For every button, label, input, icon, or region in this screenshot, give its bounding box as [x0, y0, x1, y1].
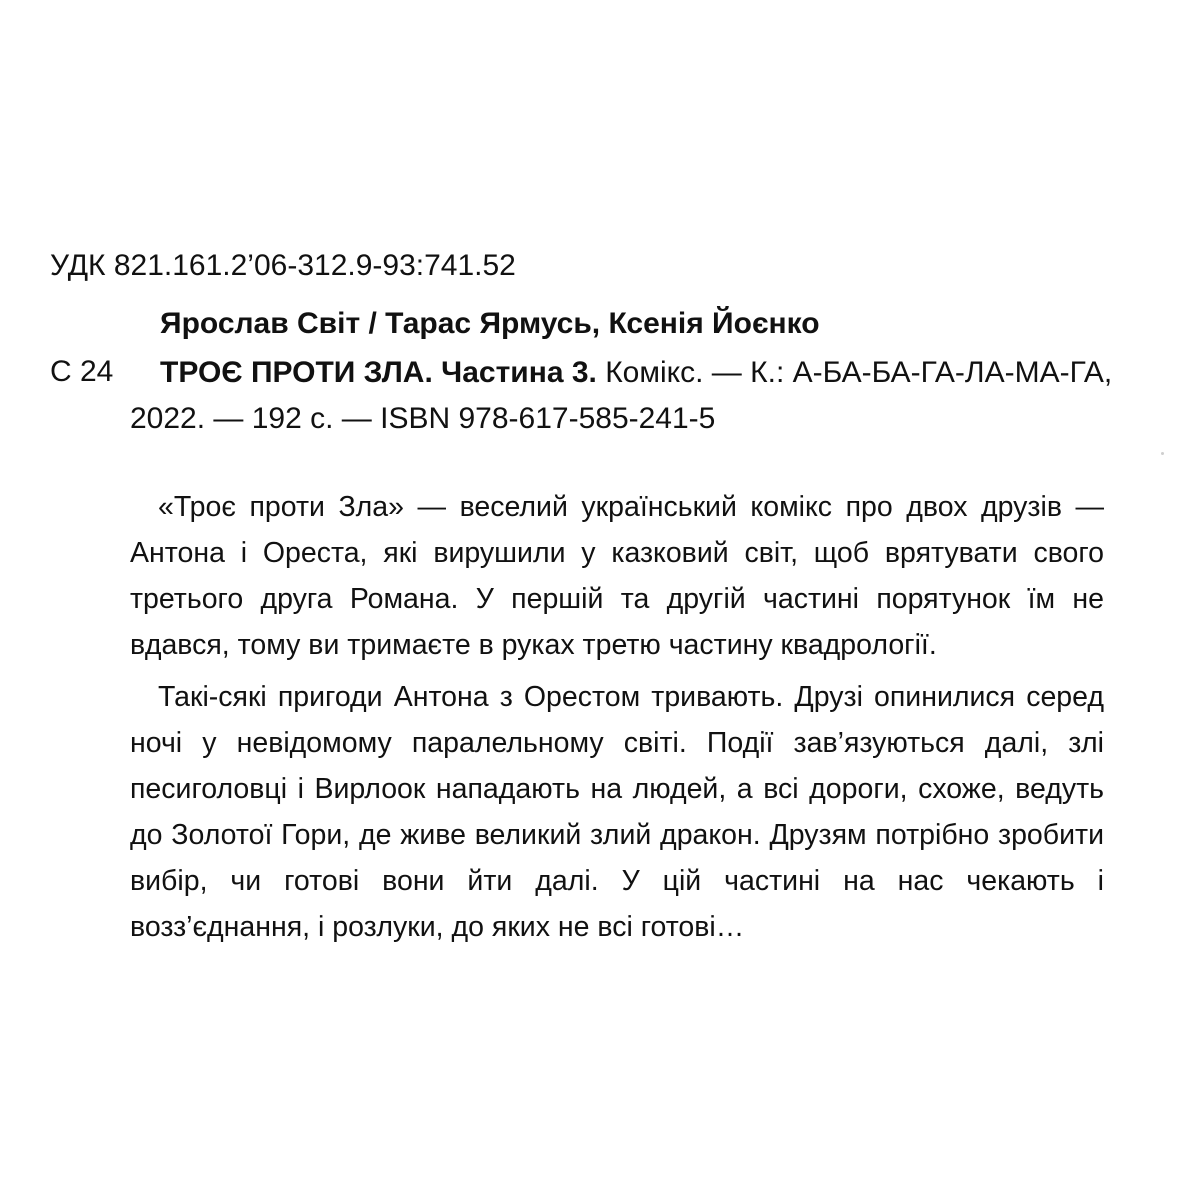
annotation-paragraph-2: Такі-сякі пригоди Антона з Орестом тривають. Друзі опинилися серед ночі у невідомому паралельному світі. Події зав’язуються далі, злі песиголовці і Вирлоок нападають на людей, а всі дороги, схоже, ведуть до Золотої Гори, де живе великий злий дракон. Друзям потрібно зробити вибір, чи готові вони йти далі. У цій частині на нас чекають і возз’єднання, і розлуки, до яких не всі готові…	[130, 681, 1104, 943]
udk-code: УДК 821.161.2’06-312.9-93:741.52	[50, 249, 516, 282]
annotation-paragraph-1: «Троє проти Зла» — веселий український комікс про двох друзів — Антона і Ореста, які вирушили у казковий світ, щоб врятувати свого третього друга Романа. У першій та другій частині порятунок їм не вдався, тому ви тримаєте в руках третю частину квадрології.	[130, 491, 1104, 661]
book-title: ТРОЄ ПРОТИ ЗЛА. Частина 3.	[160, 356, 597, 389]
paper-speck	[1161, 452, 1164, 455]
bibliographic-description	[130, 350, 1120, 442]
biblio-line-2: 2022. — 192 с. — ISBN 978-617-585-241-5	[130, 402, 716, 435]
biblio-line-1	[130, 350, 1120, 396]
biblio-publisher: Комікс. — К.: А-БА-БА-ГА-ЛА-МА-ГА,	[596, 356, 1113, 389]
author-index: С 24	[50, 355, 114, 388]
authors-line: Ярослав Світ / Тарас Ярмусь, Ксенія Йоєнко	[160, 307, 820, 340]
annotation	[130, 484, 1104, 956]
